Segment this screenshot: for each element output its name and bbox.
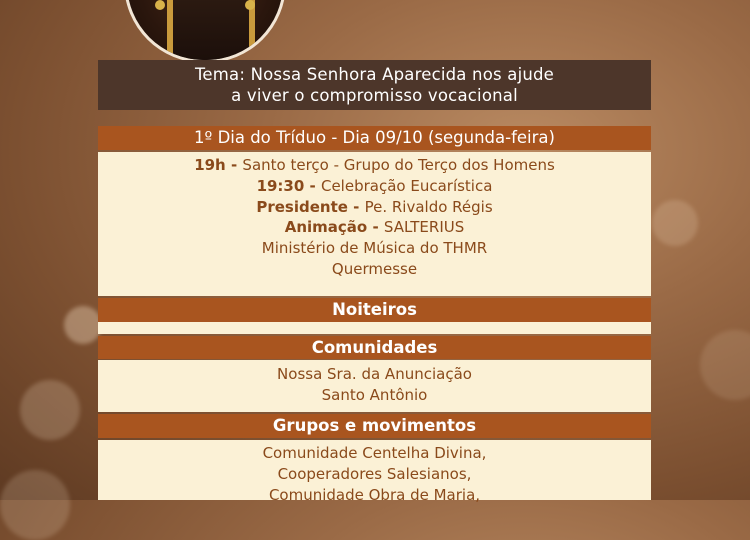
bokeh-light (64, 306, 102, 344)
group-item: Cooperadores Salesianos, (277, 464, 472, 483)
noiteiros-bar (98, 298, 651, 322)
day-title: 1º Dia do Tríduo - Dia 09/10 (segunda-feira) (194, 128, 555, 147)
schedule-item: 19h - Santo terço - Grupo do Terço dos Homens (194, 156, 555, 174)
comunidades-panel (98, 360, 651, 412)
community-item: Santo Antônio (321, 385, 428, 404)
theme-banner (98, 60, 651, 110)
day-schedule-panel (98, 152, 651, 296)
schedule-item: Ministério de Música do THMR (261, 239, 488, 258)
theme-line-2: a viver o compromisso vocacional (231, 86, 518, 105)
bokeh-light (0, 470, 70, 540)
schedule-item: Presidente - Pe. Rivaldo Régis (256, 197, 493, 216)
schedule-item: 19:30 - Celebração Eucarística (256, 176, 493, 195)
bokeh-light (700, 330, 750, 400)
group-item: Comunidade Obra de Maria, (268, 485, 481, 504)
community-item: Nossa Sra. da Anunciação (277, 365, 472, 383)
group-item: Comunidade Centelha Divina, (262, 444, 487, 462)
schedule-item: Quermesse (331, 259, 418, 278)
day-title-bar (98, 126, 651, 150)
comunidades-bar (98, 336, 651, 359)
schedule-item: Animação - SALTERIUS (284, 218, 465, 237)
comunidades-title: Comunidades (311, 338, 438, 357)
bokeh-light (20, 380, 80, 440)
noiteiros-title: Noiteiros (332, 300, 417, 319)
noiteiros-spacer (98, 322, 651, 334)
grupos-panel (98, 440, 651, 504)
grupos-title: Grupos e movimentos (272, 416, 477, 435)
theme-line-1: Tema: Nossa Senhora Aparecida nos ajude (194, 65, 555, 84)
our-lady-image (124, 0, 286, 63)
bokeh-light (652, 200, 698, 246)
grupos-bar (98, 414, 651, 438)
